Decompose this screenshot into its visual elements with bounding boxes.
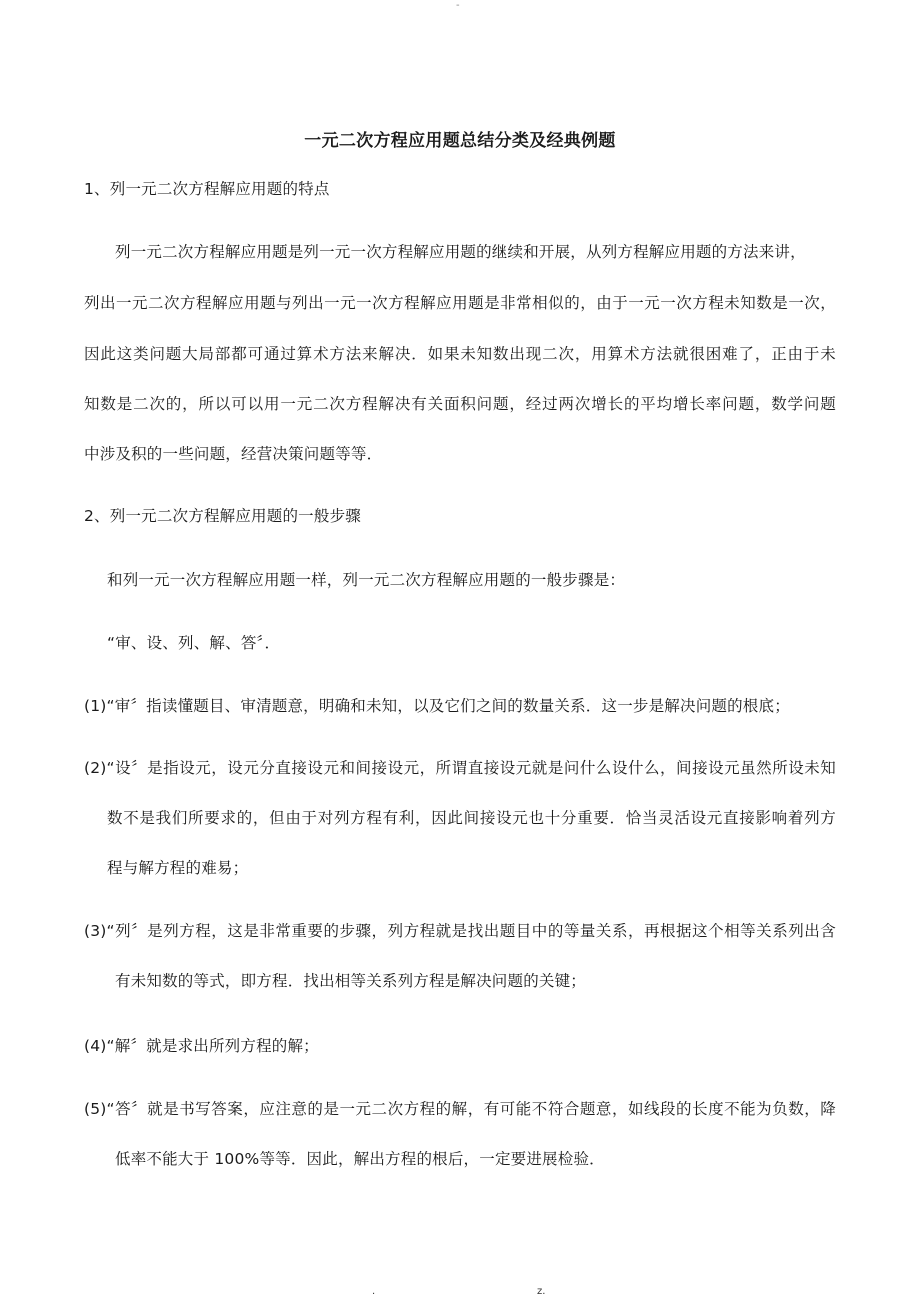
step-2-line: 数不是我们所要求的，但由于对列方程有利，因此间接设元也十分重要．恰当灵活设元直接影响着列方: [107, 809, 836, 827]
step-3-line: 有未知数的等式，即方程．找出相等关系列方程是解决问题的关键；: [115, 972, 587, 990]
step-3-line: (3)“列〞是列方程，这是非常重要的步骤，列方程就是找出题目中的等量关系，再根据这个相等关系列出含: [84, 922, 836, 940]
footer-left-mark: .: [372, 1286, 376, 1297]
section-1-paragraph-line: 列出一元二次方程解应用题与列出一元一次方程解应用题是非常相似的，由于一元一次方程未知数是一次，: [84, 294, 836, 312]
section-1-paragraph-line: 列一元二次方程解应用题是列一元一次方程解应用题的继续和开展，从列方程解应用题的方法来讲，: [115, 243, 806, 261]
step-2-line: (2)“设〞是指设元，设元分直接设元和间接设元，所谓直接设元就是问什么设什么，间接设元虽然所设未知: [84, 759, 836, 777]
section-1-heading: 1、列一元二次方程解应用题的特点: [84, 180, 330, 198]
footer-right-mark: z.: [537, 1286, 546, 1297]
section-2-intro: 和列一元一次方程解应用题一样，列一元二次方程解应用题的一般步骤是：: [107, 571, 626, 589]
page-title: 一元二次方程应用题总结分类及经典例题: [304, 131, 616, 151]
section-2-heading: 2、列一元二次方程解应用题的一般步骤: [84, 507, 361, 525]
section-1-paragraph-line: 中涉及积的一些问题，经营决策问题等等．: [84, 445, 383, 463]
step-2-line: 程与解方程的难易；: [107, 859, 249, 877]
step-1-line: (1)“审〞指读懂题目、审清题意，明确和未知，以及它们之间的数量关系．这一步是解决问题的根底；: [84, 697, 790, 715]
step-5-line: (5)“答〞就是书写答案，应注意的是一元二次方程的解，有可能不符合题意，如线段的长度不能为负数，降: [84, 1100, 836, 1118]
header-mark: -: [456, 0, 460, 11]
section-1-paragraph-line: 知数是二次的，所以可以用一元二次方程解决有关面积问题，经过两次增长的平均增长率问题，数学问题: [84, 395, 836, 413]
section-2-steps-summary: “审、设、列、解、答〞．: [107, 634, 281, 652]
section-1-paragraph-line: 因此这类问题大局部都可通过算术方法来解决．如果未知数出现二次，用算术方法就很困难了，正由于未: [84, 345, 836, 363]
step-5-line: 低率不能大于 100%等等．因此，解出方程的根后，一定要进展检验．: [115, 1150, 605, 1168]
step-4-line: (4)“解〞就是求出所列方程的解；: [84, 1037, 319, 1055]
